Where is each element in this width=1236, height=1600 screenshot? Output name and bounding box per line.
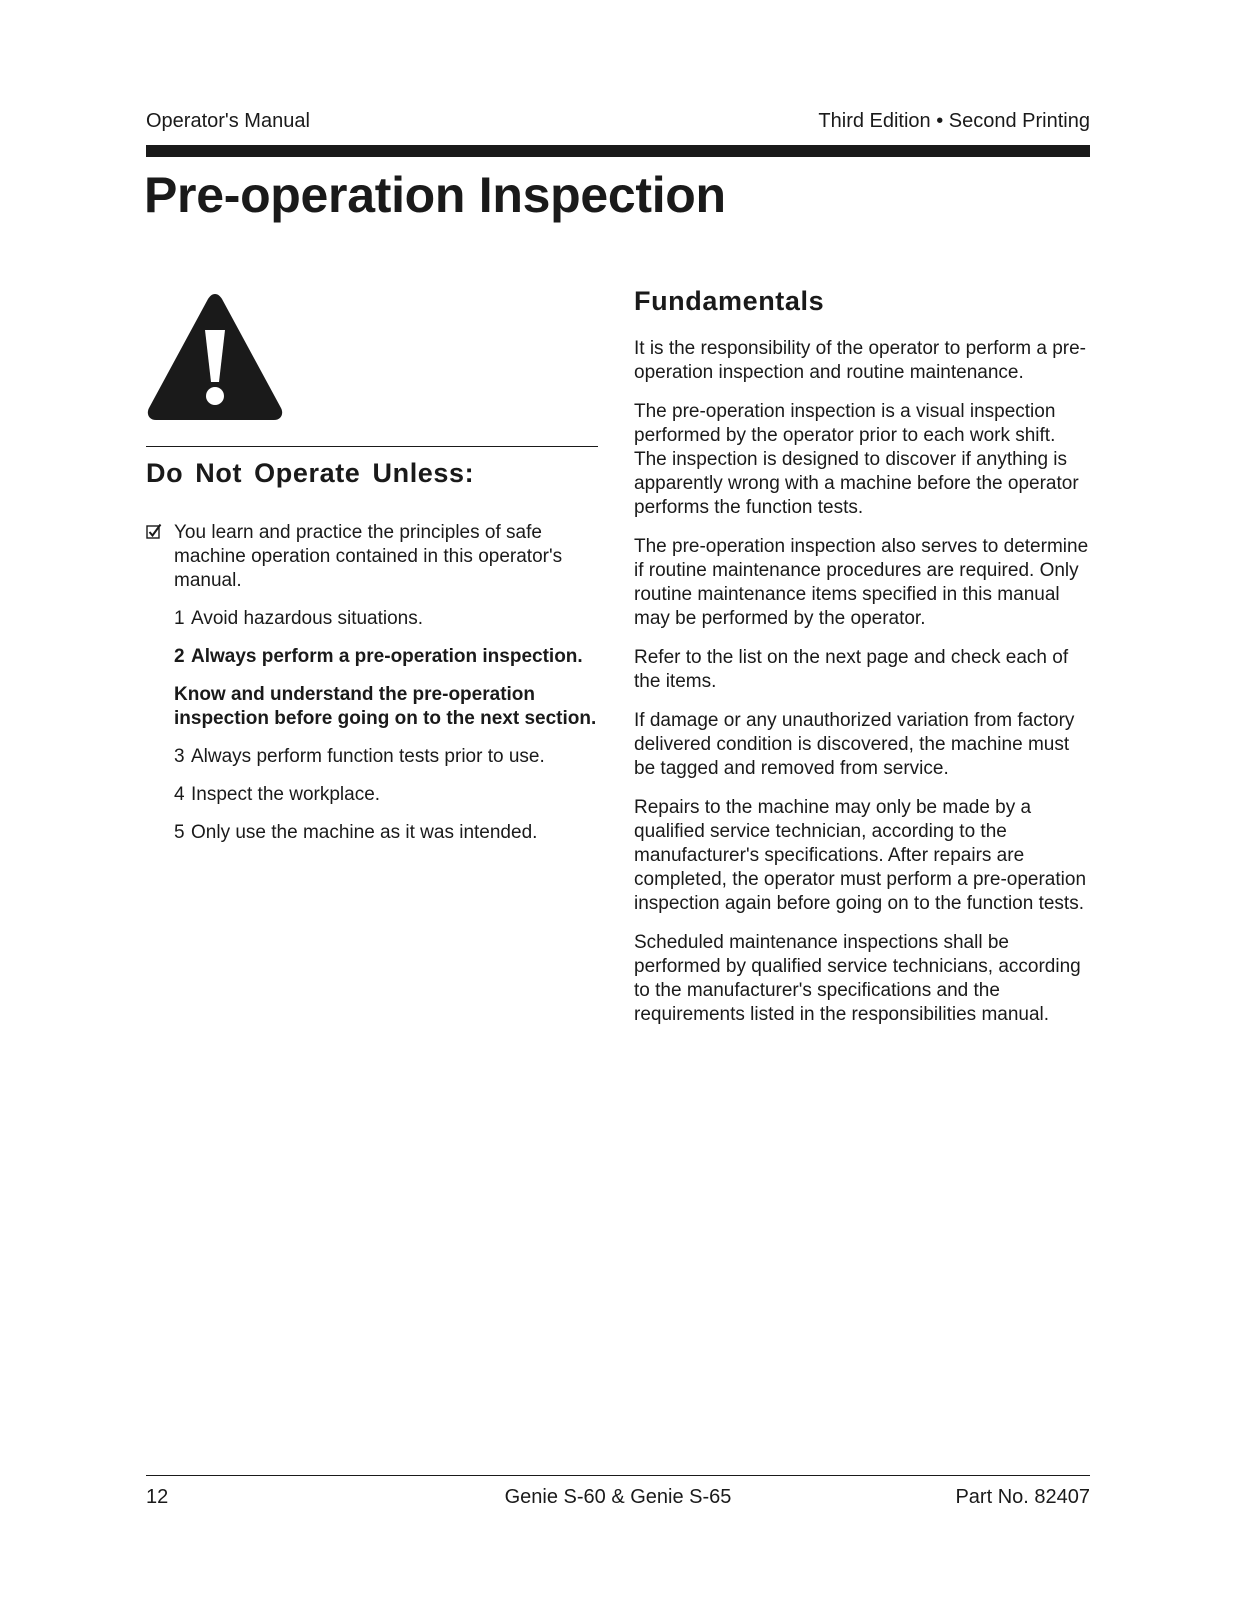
list-item	[146, 783, 598, 807]
inspection-note: Know and understand the pre-operation inspection before going on to the next section.	[174, 684, 597, 729]
list-item	[146, 745, 598, 769]
list-item-number: 2	[174, 646, 185, 667]
running-footer	[146, 1486, 1090, 1512]
footer-part-number: Part No. 82407	[955, 1486, 1090, 1508]
header-rule	[146, 145, 1090, 157]
paragraph: Scheduled maintenance inspections shall be performed by qualified service technicians, according to the manufacturer's specifications and the requirements listed in the responsibilities manual.	[634, 932, 1081, 1025]
do-not-operate-section	[146, 458, 598, 859]
paragraph: It is the responsibility of the operator to perform a pre-operation inspection and routine maintenance.	[634, 338, 1086, 383]
page-number: 12	[146, 1486, 169, 1508]
paragraph: The pre-operation inspection is a visual inspection performed by the operator prior to each work shift. The inspection is designed to discover if anything is apparently wrong with a machine before the operator performs the function tests.	[634, 401, 1079, 518]
list-item-number: 5	[174, 822, 185, 843]
list-item-text: Inspect the workplace.	[191, 784, 381, 805]
list-item-text: Avoid hazardous situations.	[191, 608, 424, 629]
footer-rule	[146, 1475, 1090, 1476]
fundamentals-section	[634, 286, 1090, 1042]
checkbox-checked-icon	[146, 523, 162, 539]
paragraph: Repairs to the machine may only be made by a qualified service technician, according to the manufacturer's specifications. After repairs are completed, the operator must perform a pre-operation inspection again before going on to the function tests.	[634, 797, 1087, 914]
list-item-number: 4	[174, 784, 185, 805]
page-title: Pre-operation Inspection	[144, 167, 726, 223]
list-item-number: 1	[174, 608, 185, 629]
header-manual-name: Operator's Manual	[146, 110, 310, 132]
list-item-text: Always perform a pre-operation inspection.	[191, 646, 583, 667]
paragraph: Refer to the list on the next page and check each of the items.	[634, 647, 1069, 692]
warning-triangle-icon	[145, 290, 285, 426]
header-edition: Third Edition • Second Printing	[818, 110, 1090, 132]
paragraph: If damage or any unauthorized variation from factory delivered condition is discovered, the machine must be tagged and removed from service.	[634, 710, 1075, 779]
check-item-text: You learn and practice the principles of safe machine operation contained in this operator's manual.	[174, 522, 563, 591]
fundamentals-heading: Fundamentals	[634, 286, 825, 316]
list-item-number: 3	[174, 746, 185, 767]
left-section-rule	[146, 446, 598, 447]
footer-model: Genie S-60 & Genie S-65	[504, 1486, 732, 1508]
list-item-text: Only use the machine as it was intended.	[191, 822, 538, 843]
list-item	[146, 821, 598, 845]
running-header	[146, 110, 1090, 136]
paragraph: The pre-operation inspection also serves to determine if routine maintenance procedures are required. Only routine maintenance items specified in this manual may be performed by the operator.	[634, 536, 1089, 629]
list-item-text: Always perform function tests prior to use.	[191, 746, 545, 767]
list-item	[146, 607, 598, 631]
check-item	[146, 521, 598, 593]
list-item	[146, 645, 598, 669]
do-not-operate-heading: Do Not Operate Unless:	[146, 458, 475, 488]
